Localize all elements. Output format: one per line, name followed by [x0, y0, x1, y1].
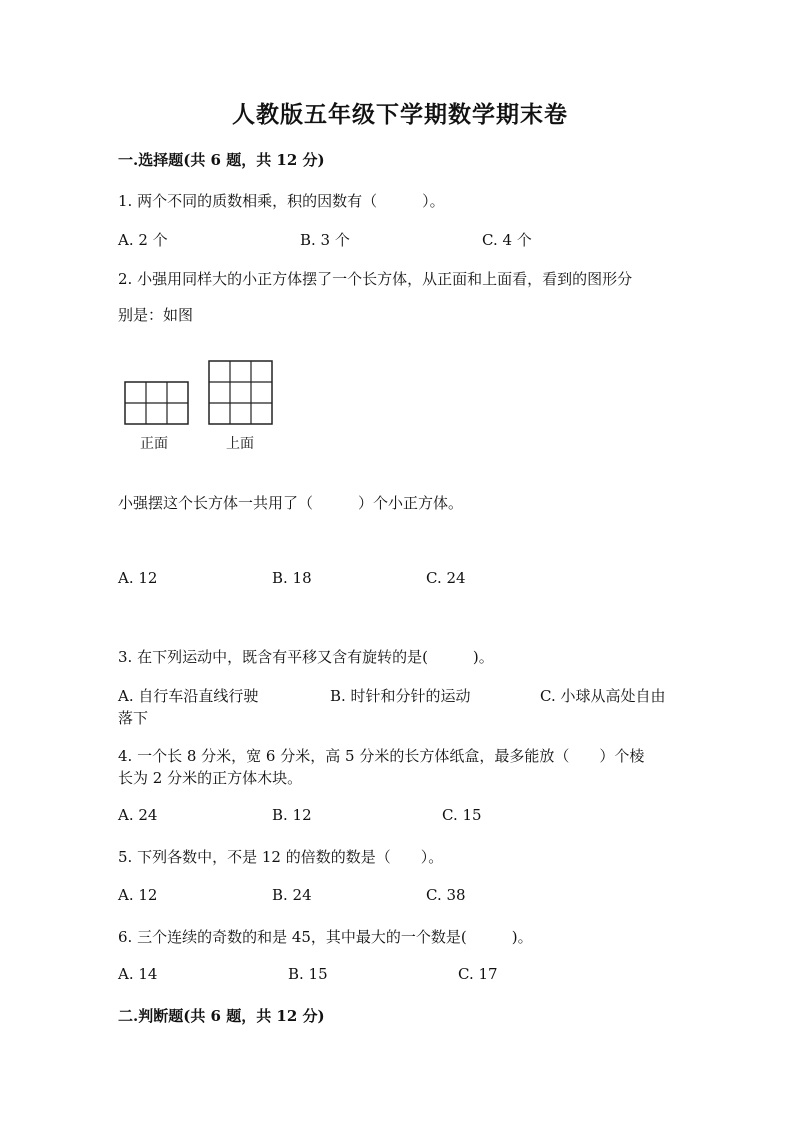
question-6-text: 6. 三个连续的奇数的和是 45，其中最大的一个数是( )。	[118, 928, 533, 946]
question-1-text: 1. 两个不同的质数相乘，积的因数有（ ）。	[118, 192, 445, 210]
question-1-option-a: A. 2 个	[118, 231, 168, 249]
question-6-option-a: A. 14	[118, 965, 158, 983]
front-view-grid	[124, 381, 190, 427]
section-heading-choice: 一.选择题(共 6 题，共 12 分)	[118, 151, 325, 169]
question-3-text: 3. 在下列运动中，既含有平移又含有旋转的是( )。	[118, 648, 494, 666]
front-view-label: 正面	[140, 436, 168, 452]
question-4-option-c: C. 15	[442, 806, 482, 824]
question-6-option-c: C. 17	[458, 965, 498, 983]
top-view-grid	[208, 360, 274, 427]
question-2-text-line-2: 别是：如图	[118, 306, 194, 324]
question-3-option-a: A. 自行车沿直线行驶	[118, 687, 259, 705]
top-view-label: 上面	[226, 436, 254, 452]
question-4-text-line-1: 4. 一个长 8 分米，宽 6 分米，高 5 分米的长方体纸盒，最多能放（ ）个棱	[118, 747, 645, 765]
question-5-option-c: C. 38	[426, 886, 466, 904]
question-5-option-a: A. 12	[118, 886, 158, 904]
question-5-text: 5. 下列各数中，不是 12 的倍数的数是（ ）。	[118, 848, 444, 866]
question-1-option-b: B. 3 个	[300, 231, 350, 249]
question-2-prompt: 小强摆这个长方体一共用了（ ）个小正方体。	[118, 494, 464, 512]
question-4-option-a: A. 24	[118, 806, 158, 824]
question-2-option-a: A. 12	[118, 569, 158, 587]
question-3-option-c: C. 小球从高处自由	[540, 687, 666, 705]
page-title: 人教版五年级下学期数学期末卷	[232, 101, 568, 128]
question-4-text-line-2: 长为 2 分米的正方体木块。	[118, 769, 303, 787]
question-3-option-b: B. 时针和分针的运动	[330, 687, 471, 705]
top-view-outline	[209, 361, 272, 424]
question-6-option-b: B. 15	[288, 965, 328, 983]
question-3-option-c-continued: 落下	[118, 709, 149, 727]
question-2-option-c: C. 24	[426, 569, 466, 587]
question-2-option-b: B. 18	[272, 569, 312, 587]
question-4-option-b: B. 12	[272, 806, 312, 824]
question-2-text-line-1: 2. 小强用同样大的小正方体摆了一个长方体，从正面和上面看，看到的图形分	[118, 270, 633, 288]
question-1-option-c: C. 4 个	[482, 231, 532, 249]
section-heading-true-false: 二.判断题(共 6 题，共 12 分)	[118, 1007, 325, 1025]
question-5-option-b: B. 24	[272, 886, 312, 904]
